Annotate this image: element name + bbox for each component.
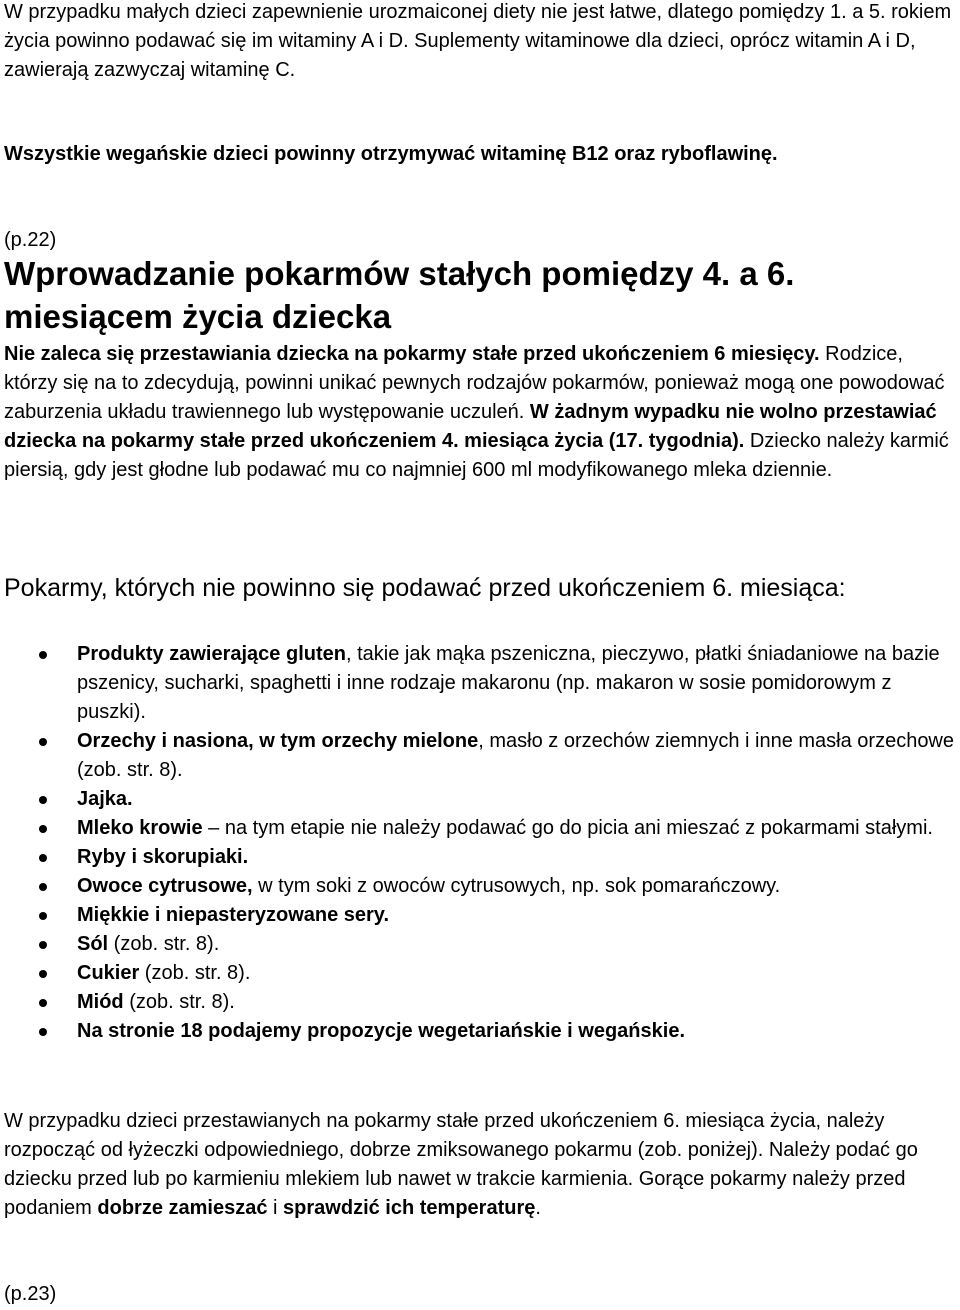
item-bold: Jajka.: [77, 788, 133, 810]
item-text: – na tym etapie nie należy podawać go do picia ani mieszać z pokarmami stałymi.: [202, 817, 933, 839]
intro-paragraph: W przypadku małych dzieci zapewnienie urozmaiconej diety nie jest łatwe, dlatego pomiędzy 1. a 5. rokiem życia powinno podawać się im witaminy A i D. Suplementy witaminowe dla dzieci, oprócz witamin A i D, zawierają zazwyczaj witaminę C.: [4, 1, 952, 81]
list-item: [0, 1017, 956, 1046]
list-item: [0, 640, 956, 727]
page-reference: (p.22): [4, 229, 57, 251]
item-bold: Sól: [77, 933, 109, 955]
closing-text-3: .: [535, 1197, 541, 1219]
item-bold: Owoce cytrusowe,: [77, 875, 253, 897]
list-item: [0, 872, 956, 901]
list-item: [0, 930, 956, 959]
list-item: [0, 901, 956, 930]
item-text: (zob. str. 8).: [139, 962, 251, 984]
solid-foods-paragraph: [4, 340, 959, 485]
item-bold: Ryby i skorupiaki.: [77, 846, 249, 868]
item-text: (zob. str. 8).: [123, 991, 235, 1013]
page-reference-2: (p.23): [4, 1283, 57, 1305]
item-bold: Orzechy i nasiona, w tym orzechy mielone: [77, 730, 479, 752]
body-text-2: Dziecko należy karmić piersią, gdy jest głodne lub podawać mu co najmniej 600 ml modyfikowanego mleka dziennie.: [4, 430, 949, 481]
vegan-vitamin-paragraph: Wszystkie wegańskie dzieci powinny otrzymywać witaminę B12 oraz ryboflawinę.: [4, 143, 778, 165]
list-item: [0, 814, 956, 843]
closing-text-2: i: [267, 1197, 284, 1219]
list-item: [0, 785, 956, 814]
warning-text: Nie zaleca się przestawiania dziecka na pokarmy stałe przed ukończeniem 6 miesięcy.: [4, 343, 820, 365]
item-bold: Miód: [77, 991, 124, 1013]
item-text: w tym soki z owoców cytrusowych, np. sok pomarańczowy.: [252, 875, 781, 897]
item-bold: Produkty zawierające gluten: [77, 643, 346, 665]
list-item: [0, 843, 956, 872]
item-bold: Miękkie i niepasteryzowane sery.: [77, 904, 390, 926]
section-heading-forbidden-foods: Pokarmy, których nie powinno się podawać przed ukończeniem 6. miesiąca:: [4, 574, 846, 602]
item-text: , takie jak mąka pszeniczna, pieczywo, płatki śniadaniowe na bazie pszenicy, sucharki, spaghetti i inne rodzaje makaronu (np. makaron w sosie pomidorowym z puszki).: [77, 643, 940, 723]
list-item: [0, 988, 956, 1017]
closing-bold-mix: dobrze zamieszać: [97, 1197, 268, 1219]
body-text: Rodzice, którzy się na to zdecydują, powinni unikać pewnych rodzajów pokarmów, ponieważ mogą one powodować zaburzenia układu trawiennego lub występowanie uczuleń.: [4, 343, 945, 423]
closing-paragraph: [4, 1107, 959, 1223]
item-text: , masło z orzechów ziemnych i inne masła orzechowe (zob. str. 8).: [77, 730, 955, 781]
closing-text: W przypadku dzieci przestawianych na pokarmy stałe przed ukończeniem 6. miesiąca życia, należy rozpocząć od łyżeczki odpowiedniego, dobrze zmiksowanego pokarmu (zob. poniżej). Należy podać go dziecku przed lub po karmieniu mlekiem lub nawet w trakcie karmienia. Gorące pokarmy należy przed podaniem: [4, 1110, 918, 1219]
list-item: [0, 959, 956, 988]
item-bold: Mleko krowie: [77, 817, 203, 839]
item-bold: Cukier: [77, 962, 140, 984]
item-text: (zob. str. 8).: [108, 933, 220, 955]
item-bold: Na stronie 18 podajemy propozycje wegetariańskie i wegańskie.: [77, 1020, 686, 1042]
list-item: [0, 727, 956, 785]
section-heading-solid-foods: Wprowadzanie pokarmów stałych pomiędzy 4. a 6. miesiącem życia dziecka: [4, 255, 795, 335]
warning-text-2: W żadnym wypadku nie wolno przestawiać dziecka na pokarmy stałe przed ukończeniem 4. miesiąca życia (17. tygodnia).: [4, 401, 937, 452]
forbidden-foods-list: [0, 640, 956, 1046]
closing-bold-temp: sprawdzić ich temperaturę: [283, 1197, 536, 1219]
